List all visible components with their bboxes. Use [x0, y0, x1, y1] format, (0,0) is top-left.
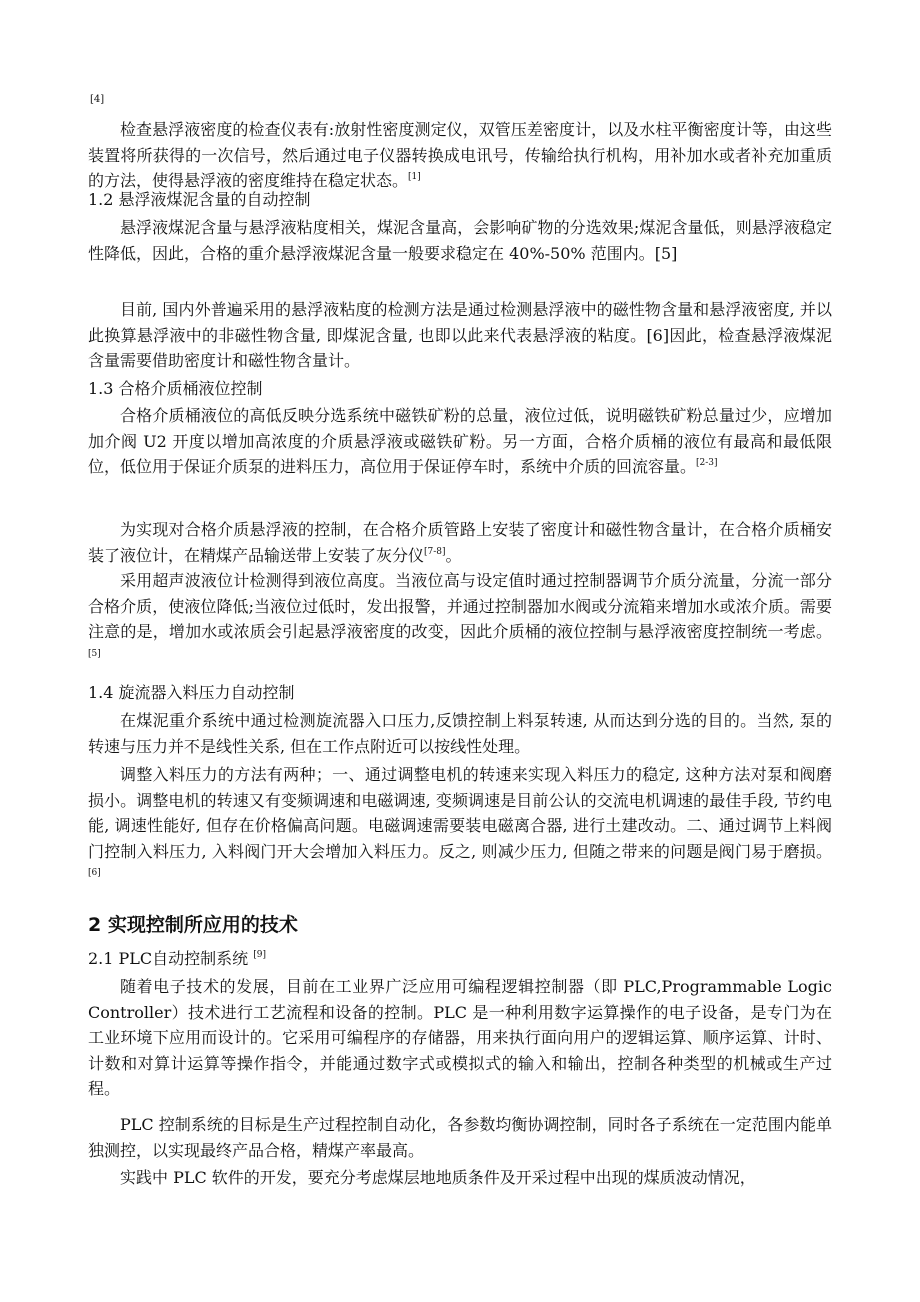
chapter-heading-2: 2 实现控制所应用的技术: [88, 914, 298, 936]
section-heading-1-2: 1.2 悬浮液煤泥含量的自动控制: [88, 190, 311, 209]
paragraph-slime-content: [88, 215, 832, 266]
heading-text: 2.1 PLC自动控制系统: [88, 949, 249, 968]
section-heading-2-1: [88, 948, 832, 970]
paragraph-text: 悬浮液煤泥含量与悬浮液粘度相关，煤泥含量高，会影响矿物的分选效果;煤泥含量低，则悬浮液稳定性降低，因此，合格的重介悬浮液煤泥含量一般要求稳定在 40%-50% 范围内。[5]: [88, 218, 832, 263]
paragraph-level-control: [88, 403, 832, 480]
paragraph-plc-goal: [88, 1112, 832, 1163]
paragraph-text: 在煤泥重介系统中通过检测旋流器入口压力,反馈控制上料泵转速, 从而达到分选的目的。当然, 泵的转速与压力并不是线性关系, 但在工作点附近可以按线性处理。: [88, 711, 832, 756]
paragraph-text: 实践中 PLC 软件的开发，要充分考虑煤层地地质条件及开采过程中出现的煤质波动情况，: [120, 1168, 756, 1187]
paragraph-ultrasonic: [88, 568, 832, 670]
paragraph-adjust-methods: [88, 762, 832, 890]
citation-label: [4]: [90, 94, 105, 105]
paragraph-instruments: [88, 517, 832, 568]
section-heading-1-3: 1.3 合格介质桶液位控制: [88, 379, 263, 398]
citation-ref: [5]: [88, 648, 101, 659]
paragraph-feed-pressure: [88, 708, 832, 759]
citation-ref: [6]: [88, 868, 101, 878]
paragraph-viscosity-detection: [88, 297, 832, 374]
paragraph-text: PLC 控制系统的目标是生产过程控制自动化，各参数均衡协调控制，同时各子系统在一定范围内能单独测控，以实现最终产品合格，精煤产率最高。: [88, 1115, 832, 1160]
paragraph-plc-intro: [88, 974, 832, 1102]
paragraph-text: 采用超声波液位计检测得到液位高度。当液位高与设定值时通过控制器调节介质分流量，分流一部分合格介质，使液位降低;当液位过低时，发出报警，并通过控制器加水阀或分流箱来增加水或浓介质。需要注意的是，增加水或浓质会引起悬浮液密度的改变，因此介质桶的液位控制与悬浮液密度控制统一考虑。: [88, 571, 832, 641]
paragraph-text: 随着电子技术的发展，目前在工业界广泛应用可编程逻辑控制器（即 PLC,Programmable Logic Controller）技术进行工艺流程和设备的控制。PLC 是一种利用数字运算操作的电子设备，是专门为在工业环境下应用而设计的。它采用可编程序的存储器，用来执行面向用户的逻辑运算、顺序运算、计时、计数和对算计运算等操作指令，并能通过数字式或模拟式的输入和输出，控制各种类型的机械或生产过程。: [88, 977, 832, 1098]
paragraph-text: 调整入料压力的方法有两种；一、通过调整电机的转速来实现入料压力的稳定, 这种方法对泵和阀磨损小。调整电机的转速又有变频调速和电磁调速, 变频调速是目前公认的交流电机调速的最佳手段, 节约电能, 调速性能好, 但存在价格偏高问题。电磁调速需要装电磁离合器, 进行土建改动。二、通过调节上料阀门控制入料压力, 入料阀门开大会增加入料压力。反之, 则减少压力, 但随之带来的问题是阀门易于磨损。: [88, 765, 832, 861]
citation-ref: [1]: [408, 172, 421, 182]
paragraph-density-instruments: [88, 117, 832, 194]
paragraph-text: 目前, 国内外普遍采用的悬浮液粘度的检测方法是通过检测悬浮液中的磁性物含量和悬浮液密度, 并以此换算悬浮液中的非磁性物含量, 即煤泥含量, 也即以此来代表悬浮液的粘度。[6]因此，检查悬浮液煤泥含量需要借助密度计和磁性物含量计。: [88, 300, 832, 370]
citation-ref: [9]: [253, 950, 267, 960]
citation-ref: [7-8]: [424, 546, 446, 557]
paragraph-text: 合格介质桶液位的高低反映分选系统中磁铁矿粉的总量，液位过低，说明磁铁矿粉总量过少，应增加加介阀 U2 开度以增加高浓度的介质悬浮液或磁铁矿粉。另一方面，合格介质桶的液位有最高和最低限位，低位用于保证介质泵的进料压力，高位用于保证停车时，系统中介质的回流容量。: [88, 406, 832, 476]
paragraph-plc-practice: [88, 1165, 832, 1191]
paragraph-tail: 。: [445, 545, 462, 565]
paragraph-text: 检查悬浮液密度的检查仪表有:放射性密度测定仪，双管压差密度计，以及水柱平衡密度计等，由这些装置将所获得的一次信号，然后通过电子仪器转换成电讯号，传输给执行机构，用补加水或者补充加重质的方法，使得悬浮液的密度维持在稳定状态。: [88, 120, 832, 190]
citation-ref: [2-3]: [696, 458, 718, 468]
section-heading-1-4: 1.4 旋流器入料压力自动控制: [88, 683, 295, 702]
paragraph-text: 为实现对合格介质悬浮液的控制，在合格介质管路上安装了密度计和磁性物含量计，在合格介质桶安装了液位计，在精煤产品输送带上安装了灰分仪: [88, 520, 832, 565]
